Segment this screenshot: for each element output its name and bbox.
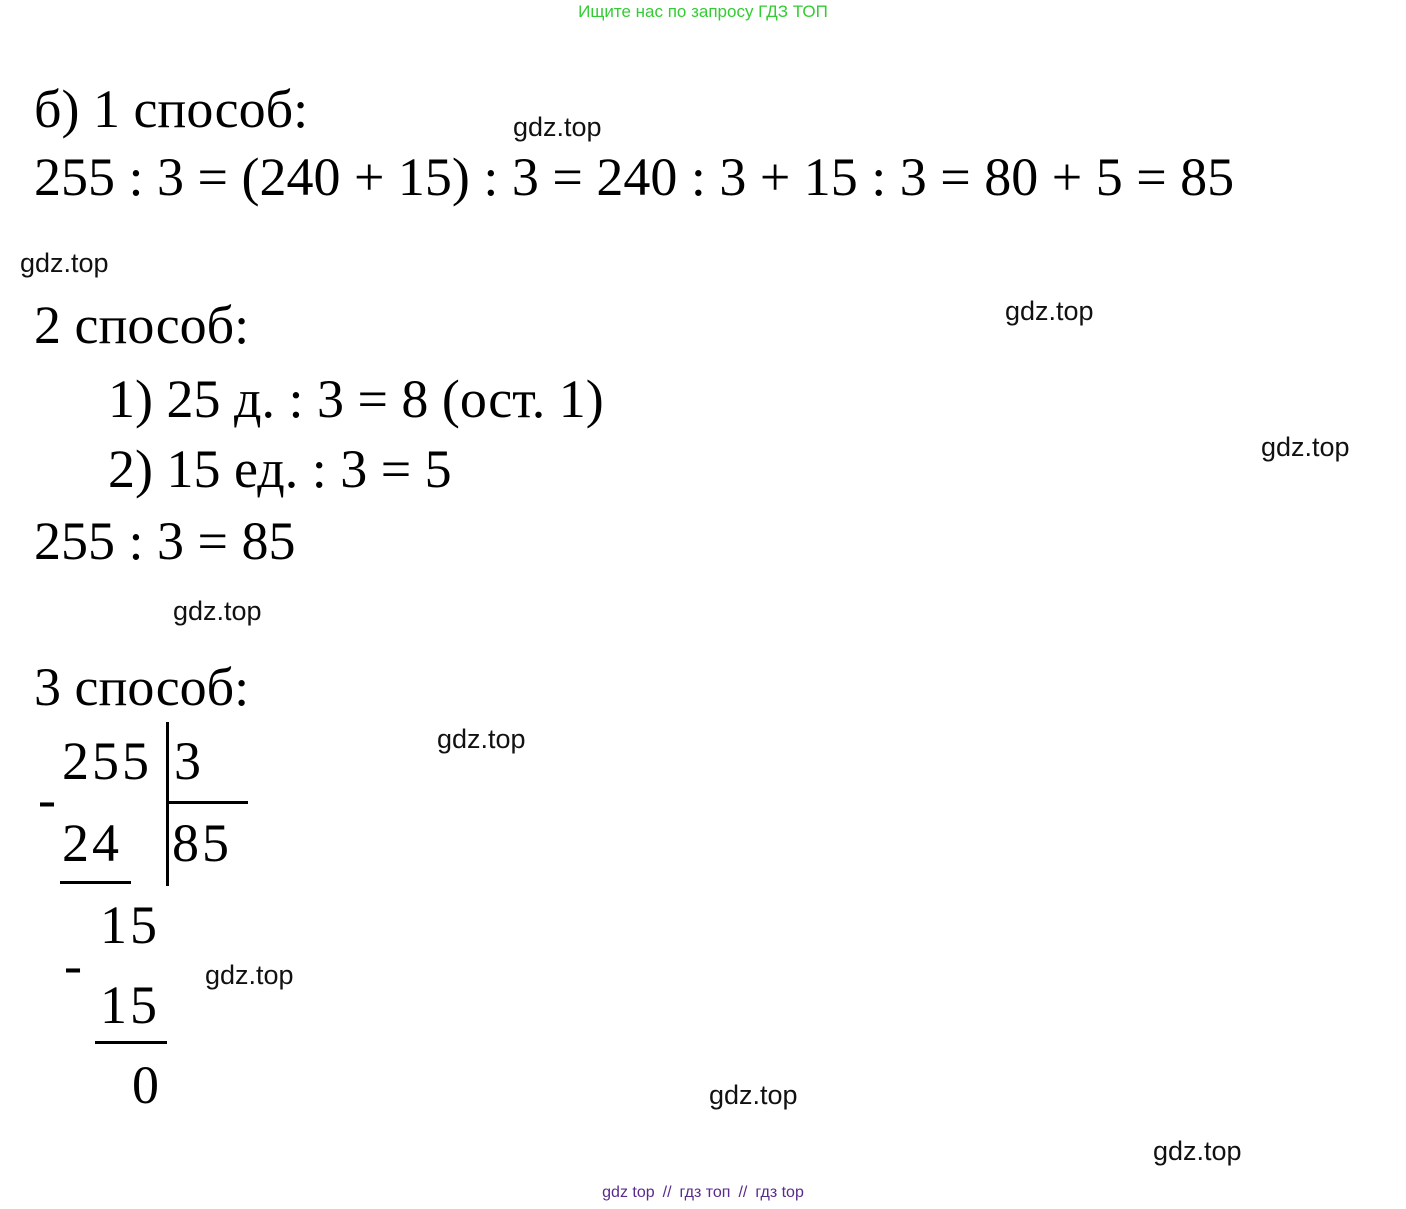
method1-heading: б) 1 способ:	[34, 79, 309, 139]
division-quotient: 85	[172, 813, 232, 873]
division-minus-2: -	[64, 935, 82, 995]
method1-equation: 255 : 3 = (240 + 15) : 3 = 240 : 3 + 15 : 3 = 80 + 5 = 85	[34, 147, 1235, 207]
method2-step1: 1) 25 д. : 3 = 8 (ост. 1)	[108, 369, 604, 429]
division-subtrahend-2: 15	[100, 975, 160, 1035]
footer-links	[0, 1184, 1406, 1202]
footer-link-gdz-top-ru[interactable]: гдз топ	[679, 1184, 731, 1201]
watermark: gdz.top	[709, 1080, 798, 1110]
top-banner: Ищите нас по запросу ГДЗ ТОП	[578, 2, 828, 21]
footer-separator: //	[738, 1184, 748, 1201]
division-final-remainder: 0	[132, 1055, 159, 1115]
watermark: gdz.top	[437, 724, 526, 754]
footer-link-gdz-top[interactable]: gdz top	[602, 1184, 655, 1201]
division-underline-2	[95, 1041, 167, 1044]
watermark: gdz.top	[1261, 432, 1350, 462]
watermark: gdz.top	[205, 960, 294, 990]
division-vertical-bar	[166, 722, 169, 886]
method3-heading: 3 способ:	[34, 657, 250, 717]
division-remainder-1: 15	[100, 895, 160, 955]
method2-heading: 2 способ:	[34, 295, 250, 355]
division-quotient-bar	[166, 801, 248, 804]
watermark: gdz.top	[173, 596, 262, 626]
watermark: gdz.top	[1153, 1136, 1242, 1166]
division-minus-1: -	[38, 769, 56, 829]
footer-separator: //	[662, 1184, 672, 1201]
division-subtrahend-1: 24	[62, 813, 122, 873]
watermark: gdz.top	[20, 248, 109, 278]
division-dividend: 255	[62, 731, 152, 791]
method2-result: 255 : 3 = 85	[34, 511, 296, 571]
footer-link-gdz-top-mixed[interactable]: гдз top	[755, 1184, 804, 1201]
division-divisor: 3	[174, 731, 201, 791]
watermark: gdz.top	[513, 112, 602, 142]
method2-step2: 2) 15 ед. : 3 = 5	[108, 439, 452, 499]
watermark: gdz.top	[1005, 296, 1094, 326]
division-underline-1	[60, 881, 131, 884]
